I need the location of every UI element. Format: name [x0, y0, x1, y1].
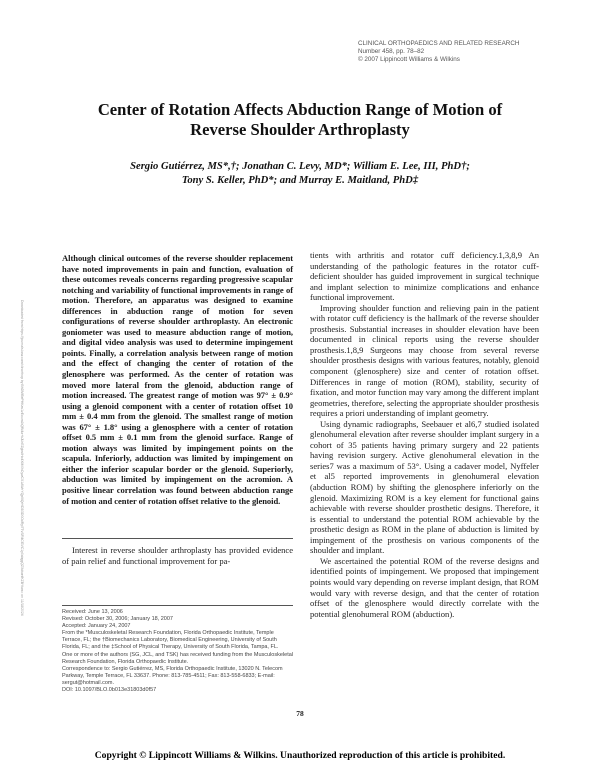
right-paragraph-4: We ascertained the potential ROM of the reverse designs and identified points of impingement. We proposed that impingement points would vary depending on reverse implant design, that ROM would vary with reverse design, and that the center of rotation offset of the glenosphere would directly correlate with the potential glenohumeral ROM (abduction).	[310, 555, 539, 619]
footnotes	[62, 609, 293, 694]
journal-issue: Number 458, pp. 78–82	[358, 48, 425, 55]
funding-statement: One or more of the authors (SG, JCL, and TSK) has received funding from the Musculoskeletal Research Foundation, Florida Orthopaedic Institute.	[62, 651, 294, 665]
abstract	[62, 253, 293, 506]
copyright-notice: Copyright © Lippincott Williams & Wilkins. Unauthorized reproduction of this article is prohibited.	[94, 750, 506, 761]
intro-paragraph: Interest in reverse shoulder arthroplasty has provided evidence of pain relief and functional improvement for pa-	[62, 545, 293, 566]
revised-date: Revised: October 30, 2006; January 18, 2007	[62, 616, 173, 623]
introduction	[62, 545, 293, 566]
article-title-line-2: Reverse Shoulder Arthroplasty	[190, 120, 410, 139]
download-watermark-text: Downloaded from https://journals.lww.com/clinorthop by BhDMf5ePHKav1zEoum1tQfN4a+kJLhEZgbsIHo4XMi0hCywCX1AWnYQp/IlQrHD3i3D0OdRyi7TvSFl4Cf3VC1y0abggQZXdtwnfKZBYtws= on 11/18/2024	[20, 300, 24, 616]
journal-name: CLINICAL ORTHOPAEDICS AND RELATED RESEARCH	[358, 40, 520, 47]
accepted-date: Accepted: January 24, 2007	[62, 623, 131, 630]
correspondence: Correspondence to: Sergio Gutiérrez, MS, Florida Orthopaedic Institute, 13020 N. Telecom Parkway, Temple Terrace, FL 33637. Phone: 813-785-4511; Fax: 813-558-6833; E-mail: sergut@hotmail.com.	[62, 665, 283, 686]
affiliations: From the *Musculoskeletal Research Foundation, Florida Orthopaedic Institute, Temple Terrace, FL; the †Biomechanics Laboratory, Biomedical Engineering, University of South Florida, FL; and the ‡School of Physical Therapy, University of South Florida, Tampa, FL.	[62, 630, 279, 651]
author-line-2: Tony S. Keller, PhD*; and Murray E. Maitland, PhD‡	[181, 175, 419, 186]
right-column	[310, 250, 539, 619]
article-title	[60, 100, 540, 140]
footnote-divider	[62, 605, 293, 606]
received-date: Received: June 13, 2006	[62, 609, 123, 615]
right-paragraph-3: Using dynamic radiographs, Seebauer et al6,7 studied isolated glenohumeral elevation after reverse shoulder implant surgery in a cohort of 35 patients having primary surgery and 22 patients having revision surgery. Active glenohumeral elevation in the series7 was a maximum of 53°. Using a cadaver model, Nyffeler et al5 reported improvements in glenohumeral elevation (abduction ROM) by shifting the glenosphere inferiorly on the glenoid. Maximizing ROM is a key element for functional gains achievable with reverse shoulder prosthetic designs. Therefore, it is essential to understand the potential ROM achievable by the prosthetic design as ROM in the plane of abduction is limited by impingement of the prosthesis on various components of the shoulder and implant.	[310, 418, 539, 556]
right-paragraph-2: Improving shoulder function and relieving pain in the patient with rotator cuff deficiency is the hallmark of the reverse shoulder prosthesis. Substantial increases in shoulder elevation have been documented in clinical reports using the reverse shoulder prosthesis.1,8,9 Surgeons may choose from several reverse shoulder prosthesis designs with various features, notably, glenoid component (glenosphere) size and center of rotation offset. Differences in range of motion (ROM), stability, security of fixation, and motor function may vary among the different implant geometries, therefore, selecting the appropriate shoulder prosthesis requires a priori understanding of implant geometry.	[310, 302, 539, 419]
abstract-text: Although clinical outcomes of the reverse shoulder replacement have noted improvements in pain and function, evaluation of these outcomes reveals concerns regarding progressive scapular notching and variability of functional improvements in range of motion. Therefore, an apparatus was designed to examine differences in abduction range of motion for seven configurations of reverse shoulder arthroplasty. An electronic goniometer was used to measure abduction range of motion, and digital video analysis was used to determine impingement points. Finally, a correlation analysis between range of motion and the effect of changing the center of rotation of the glenosphere was performed. As the center of rotation was moved more lateral from the glenoid, abduction range of motion increased. The greatest range of motion was 97° ± 0.9° using a glenoid component with a center of rotation offset 10 mm ± 0.4 mm from the glenoid. The smallest range of motion was 67° ± 1.8° using a glenosphere with a center of rotation offset 0.5 mm ± 0.1 mm from the glenoid surface. Range of motion always was limited by impingement points on the scapula. Inferiorly, adduction was limited by impingement on either the inferior scapular border or the glenoid. Superiorly, abduction was limited by impingement on the acromion. A positive linear correlation was found between abduction range of motion and center of rotation offset relative to the glenoid.	[62, 253, 293, 506]
abstract-divider	[62, 538, 293, 539]
journal-copyright: © 2007 Lippincott Williams & Wilkins	[358, 56, 460, 63]
journal-header	[358, 40, 538, 64]
page-number: 78	[296, 709, 304, 718]
doi: DOI: 10.1097/BLO.0b013e31803d0f57	[62, 687, 157, 694]
author-list	[60, 160, 540, 188]
right-paragraph-1: tients with arthritis and rotator cuff deficiency.1,3,8,9 An understanding of the pathologic features in the rotator cuff-deficient shoulder has guided improvement in surgical technique and implant selection to minimize complications and enhance functional improvement.	[310, 250, 539, 303]
article-title-line-1: Center of Rotation Affects Abduction Range of Motion of	[97, 100, 503, 119]
author-line-1: Sergio Gutiérrez, MS*,†; Jonathan C. Levy, MD*; William E. Lee, III, PhD†;	[130, 161, 470, 172]
download-watermark	[14, 300, 26, 616]
